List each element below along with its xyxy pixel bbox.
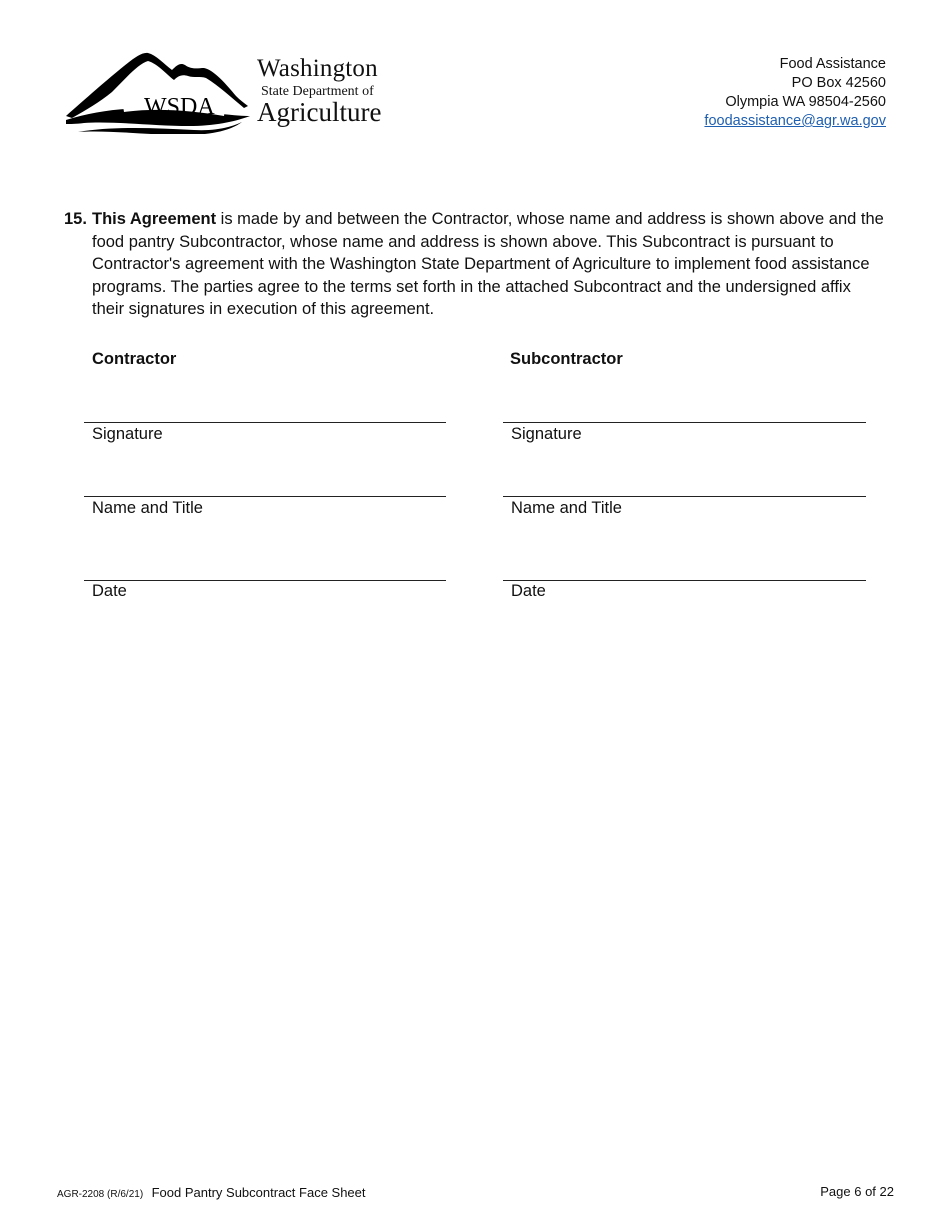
subcontractor-signature-line[interactable]: [503, 422, 866, 423]
contractor-signature-label: Signature: [92, 425, 163, 443]
subcontractor-name-title-label: Name and Title: [511, 499, 622, 517]
subcontractor-name-title-line[interactable]: [503, 496, 866, 497]
contractor-name-title-label: Name and Title: [92, 499, 203, 517]
agreement-section: [64, 208, 884, 321]
address-po-box: PO Box 42560: [791, 75, 886, 91]
contractor-name-title-line[interactable]: [84, 496, 446, 497]
wsda-emblem-text: WSDA: [144, 94, 215, 120]
contractor-heading: Contractor: [92, 350, 177, 368]
wsda-logo: [64, 48, 394, 134]
subcontractor-date-label: Date: [511, 582, 546, 600]
wsda-mountain-emblem: [64, 48, 252, 134]
agreement-body: is made by and between the Contractor, whose name and address is shown above and the food pantry Subcontractor, whose name and address is shown above. This Subcontract is pursuant to Contractor's agreement with the Washington State Department of Agriculture to implement food assistance programs. The parties agree to the terms set forth in the attached Subcontract and the undersigned affix their signatures in execution of this agreement.: [92, 210, 884, 318]
footer-form-code: AGR-2208 (R/6/21): [57, 1189, 144, 1200]
subcontractor-signature-label: Signature: [511, 425, 582, 443]
contractor-signature-line[interactable]: [84, 422, 446, 423]
agreement-paragraph: [92, 208, 884, 321]
footer-form-info: [57, 1184, 366, 1202]
address-city-zip: Olympia WA 98504-2560: [725, 94, 886, 110]
logo-state-department: State Department of: [261, 84, 374, 99]
subcontractor-date-line[interactable]: [503, 580, 866, 581]
footer-page-number: Page 6 of 22: [820, 1184, 894, 1199]
footer-form-title: Food Pantry Subcontract Face Sheet: [151, 1185, 366, 1200]
wsda-wordmark: [257, 56, 397, 126]
contractor-date-line[interactable]: [84, 580, 446, 581]
contractor-date-label: Date: [92, 582, 127, 600]
address-block: [704, 55, 886, 131]
subcontractor-heading: Subcontractor: [510, 350, 623, 368]
email-link[interactable]: foodassistance@agr.wa.gov: [704, 113, 886, 129]
logo-washington: Washington: [257, 55, 378, 82]
address-department: Food Assistance: [779, 56, 886, 72]
section-number: 15.: [64, 210, 87, 228]
logo-agriculture: Agriculture: [257, 97, 382, 127]
agreement-lead: This Agreement: [92, 210, 217, 228]
